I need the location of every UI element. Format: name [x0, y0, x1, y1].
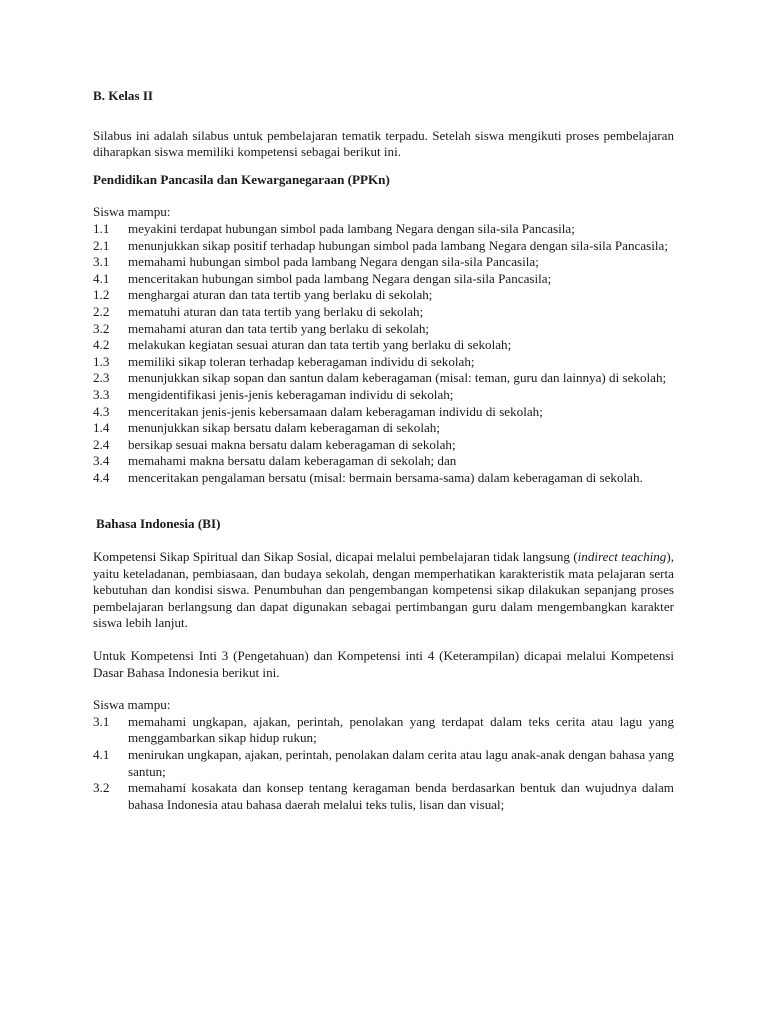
bi-paragraph-1-end: ), yaitu keteladanan, pembiasaan, dan budaya sekolah, dengan memperhatikan karakteristik mata pelajaran serta kebutuhan dan kondisi siswa. Penumbuhan dan pengembangan kompetensi sikap dilakukan sepanjang proses pembelajaran berlangsung dan dapat digunakan sebagai pertimbangan guru dalam mengembangkan karakter siswa lebih lanjut. [93, 549, 674, 631]
ppkn-competency-item-number: 4.2 [93, 337, 110, 353]
ppkn-lead: Siswa mampu: [93, 204, 171, 220]
ppkn-competency-item-number: 3.3 [93, 386, 110, 402]
bi-paragraph-1-italic: indirect teaching [577, 549, 667, 565]
ppkn-competency-item-text: menunjukkan sikap sopan dan santun dalam keberagaman (misal: teman, guru dan lainnya) di sekolah; [128, 370, 667, 386]
ppkn-competency-item-text: memahami makna bersatu dalam keberagaman di sekolah; dan [128, 453, 457, 469]
ppkn-competency-item-number: 1.1 [93, 220, 110, 236]
ppkn-competency-item [93, 304, 674, 321]
bi-paragraph-1-start: Kompetensi Sikap Spiritual dan Sikap Sosial, dicapai melalui pembelajaran tidak langsung ( [93, 549, 578, 565]
ppkn-competency-item-text: memiliki sikap toleran terhadap keberagaman individu di sekolah; [128, 353, 475, 369]
ppkn-competency-item-text: mengidentifikasi jenis-jenis keberagaman individu di sekolah; [128, 386, 454, 402]
ppkn-competency-item [93, 238, 674, 255]
ppkn-competency-item [93, 404, 674, 421]
ppkn-competency-item-number: 3.4 [93, 453, 110, 469]
ppkn-competency-item-number: 2.3 [93, 370, 110, 386]
bi-competency-item-number: 4.1 [93, 747, 110, 762]
ppkn-competency-item [93, 271, 674, 288]
bi-competency-item [93, 747, 674, 780]
ppkn-competency-item [93, 470, 674, 487]
ppkn-competency-item [93, 254, 674, 271]
ppkn-competency-item-text: menghargai aturan dan tata tertib yang berlaku di sekolah; [128, 287, 433, 303]
ppkn-competency-item-text: meyakini terdapat hubungan simbol pada lambang Negara dengan sila-sila Pancasila; [128, 220, 575, 236]
intro-paragraph: Silabus ini adalah silabus untuk pembelajaran tematik terpadu. Setelah siswa mengikuti proses pembelajaran diharapkan siswa memiliki kompetensi sebagai berikut ini. [93, 127, 674, 160]
ppkn-competency-item-number: 1.2 [93, 287, 110, 303]
ppkn-competency-item-text: menceritakan pengalaman bersatu (misal: bermain bersama-sama) dalam keberagaman di sekolah. [128, 469, 643, 485]
ppkn-competency-item-number: 2.1 [93, 237, 110, 253]
ppkn-competency-item [93, 337, 674, 354]
bi-heading: Bahasa Indonesia (BI) [96, 516, 221, 532]
ppkn-competency-item-text: menunjukkan sikap positif terhadap hubungan simbol pada lambang Negara dengan sila-sila Pancasila; [128, 237, 668, 253]
document-content [93, 88, 674, 813]
ppkn-competency-item [93, 370, 674, 387]
ppkn-competency-item [93, 387, 674, 404]
ppkn-competency-item-number: 1.4 [93, 420, 110, 436]
bi-competency-item-number: 3.2 [93, 780, 110, 796]
ppkn-competency-list [93, 221, 674, 487]
bi-competency-item [93, 780, 674, 813]
bi-paragraph-2: Untuk Kompetensi Inti 3 (Pengetahuan) dan Kompetensi inti 4 (Keterampilan) dicapai melalui Kompetensi Dasar Bahasa Indonesia berikut ini. [93, 648, 674, 680]
bi-competency-item [93, 714, 674, 747]
ppkn-competency-item-number: 4.4 [93, 469, 110, 485]
ppkn-competency-item [93, 221, 674, 238]
ppkn-competency-item-number: 1.3 [93, 353, 110, 369]
ppkn-competency-item-number: 3.1 [93, 254, 110, 270]
section-heading-kelas-ii: B. Kelas II [93, 88, 154, 103]
ppkn-competency-item-text: menceritakan jenis-jenis kebersamaan dalam keberagaman individu di sekolah; [128, 403, 543, 419]
ppkn-competency-item-number: 3.2 [93, 320, 110, 336]
ppkn-competency-item-text: menceritakan hubungan simbol pada lambang Negara dengan sila-sila Pancasila; [128, 270, 552, 286]
ppkn-competency-item-number: 2.2 [93, 303, 110, 319]
ppkn-competency-item [93, 453, 674, 470]
ppkn-competency-item [93, 321, 674, 338]
bi-competency-item-text: memahami ungkapan, ajakan, perintah, penolakan yang terdapat dalam teks cerita atau lagu yang menggambarkan sikap hidup rukun; [128, 713, 674, 746]
ppkn-heading: Pendidikan Pancasila dan Kewarganegaraan (PPKn) [93, 171, 390, 187]
bi-competency-item-number: 3.1 [93, 713, 110, 729]
ppkn-competency-item-number: 2.4 [93, 436, 110, 452]
ppkn-competency-item-text: memahami hubungan simbol pada lambang Negara dengan sila-sila Pancasila; [128, 254, 539, 270]
bi-competency-item-text: memahami kosakata dan konsep tentang keragaman benda berdasarkan bentuk dan wujudnya dalam bahasa Indonesia atau bahasa daerah melalui teks tulis, lisan dan visual; [128, 780, 674, 812]
bi-competency-list [93, 714, 674, 814]
ppkn-competency-item-number: 4.1 [93, 270, 110, 286]
bi-paragraph-1 [93, 549, 674, 632]
ppkn-competency-item-text: mematuhi aturan dan tata tertib yang berlaku di sekolah; [128, 303, 424, 319]
ppkn-competency-item-text: menunjukkan sikap bersatu dalam keberagaman di sekolah; [128, 420, 440, 436]
bi-competency-item-text: menirukan ungkapan, ajakan, perintah, penolakan dalam cerita atau lagu anak-anak dengan bahasa yang santun; [128, 747, 674, 779]
ppkn-competency-item [93, 287, 674, 304]
ppkn-competency-item-text: memahami aturan dan tata tertib yang berlaku di sekolah; [128, 320, 430, 336]
ppkn-competency-item-text: melakukan kegiatan sesuai aturan dan tata tertib yang berlaku di sekolah; [128, 337, 512, 353]
ppkn-competency-item-number: 4.3 [93, 403, 110, 419]
ppkn-competency-item [93, 420, 674, 437]
ppkn-competency-item-text: bersikap sesuai makna bersatu dalam keberagaman di sekolah; [128, 436, 456, 452]
bi-lead: Siswa mampu: [93, 697, 171, 713]
ppkn-competency-item [93, 354, 674, 371]
ppkn-competency-item [93, 437, 674, 454]
